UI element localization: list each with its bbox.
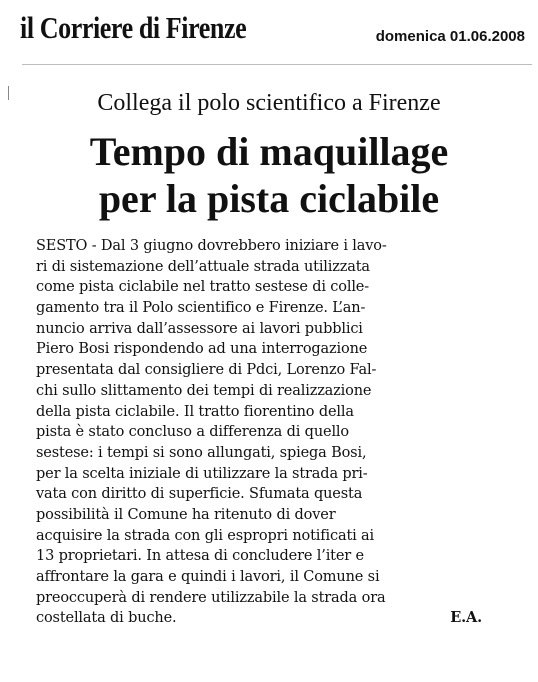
body-line: ri di sistemazione dell’attuale strada utilizzata (36, 258, 370, 275)
article-headline (0, 128, 538, 222)
body-line: costellata di buche. (36, 610, 177, 627)
body-line: presentata dal consigliere di Pdci, Lorenzo Fal- (36, 362, 377, 379)
body-line: sestese: i tempi si sono allungati, spiega Bosi, (36, 444, 367, 461)
body-line: possibilità il Comune ha ritenuto di dover (36, 506, 336, 523)
headline-line: Tempo di maquillage (89, 129, 449, 174)
body-line: acquisire la strada con gli espropri notificati ai (36, 527, 375, 544)
body-line: chi sullo slittamento dei tempi di realizzazione (36, 382, 372, 399)
body-line: per la scelta iniziale di utilizzare la strada pri- (36, 465, 368, 482)
body-line: vata con diritto di superficie. Sfumata questa (36, 486, 363, 503)
body-line: nuncio arriva dall’assessore ai lavori pubblici (36, 320, 363, 337)
body-line: SESTO - Dal 3 giugno dovrebbero iniziare i lavo- (36, 238, 387, 254)
body-line: gamento tra il Polo scientifico e Firenze. L’an- (36, 300, 366, 317)
newspaper-name: il Corriere di Firenze (20, 10, 247, 45)
article-kicker: Collega il polo scientifico a Firenze (97, 90, 441, 116)
masthead-divider (22, 64, 532, 65)
body-line: della pista ciclabile. Il tratto fiorentino della (36, 403, 354, 420)
author-signature: E.A. (450, 609, 482, 627)
body-line: come pista ciclabile nel tratto sestese di colle- (36, 279, 369, 296)
issue-date: domenica 01.06.2008 (375, 28, 525, 45)
body-last-line (36, 608, 482, 629)
headline-line: per la pista ciclabile (98, 176, 440, 221)
body-line: 13 proprietari. In attesa di concludere l’iter e (36, 548, 364, 565)
body-line: pista è stato concluso a differenza di quello (36, 424, 349, 441)
body-line: affrontare la gara e quindi i lavori, il Comune si (36, 569, 380, 585)
body-line: Piero Bosi rispondendo ad una interrogazione (36, 341, 368, 358)
article-body (36, 236, 482, 629)
masthead (20, 10, 525, 50)
body-line: preoccuperà di rendere utilizzabile la strada ora (36, 589, 386, 606)
